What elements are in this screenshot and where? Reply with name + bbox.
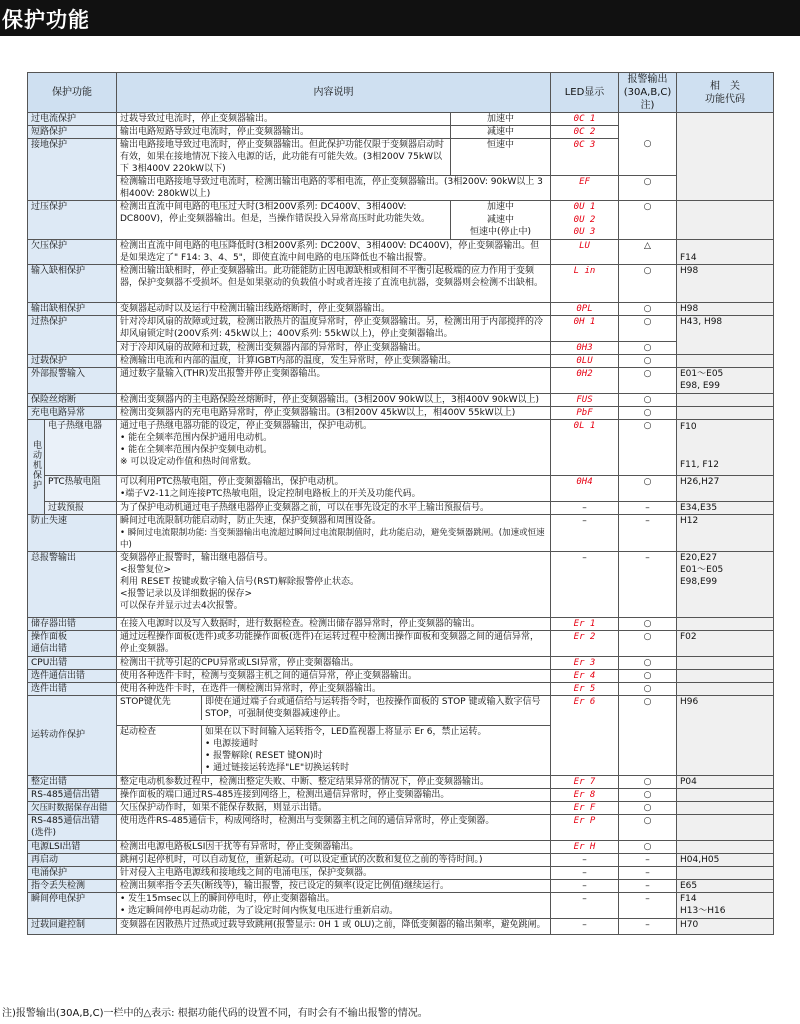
table-row <box>28 801 774 814</box>
alarm-mark: ○ <box>619 682 677 695</box>
row-desc: 整定电动机参数过程中，检测出整定失败、中断、整定结果异常的情况下，停止变频器输出。 <box>117 775 551 788</box>
func-name: 选件通信出错 <box>28 669 117 682</box>
row-desc: 通过数字量输入(THR)发出报警并停止变频器输出。 <box>117 367 551 393</box>
led-code: FUS <box>551 393 619 406</box>
led-code: – <box>551 514 619 551</box>
alarm-mark: ○ <box>619 801 677 814</box>
row-condition: 加速中 减速中 恒速中(停止中) <box>451 201 551 240</box>
protection-table <box>27 72 774 935</box>
row-condition: 减速中 <box>451 126 551 139</box>
row-desc: 输出电路短路导致过电流时，停止变频器输出。 <box>117 126 451 139</box>
table-row <box>28 501 774 514</box>
alarm-mark: ○ <box>619 840 677 853</box>
func-code <box>677 617 774 630</box>
led-code: 0C 2 <box>551 126 619 139</box>
led-code: 0H 1 <box>551 315 619 341</box>
func-code: H98 <box>677 264 774 302</box>
func-code <box>677 814 774 840</box>
func-name: 运转动作保护 <box>28 695 117 775</box>
row-desc: 操作面板的端口通过RS-485连接到网络上，检测出通信异常时，停止变频器输出。 <box>117 788 551 801</box>
led-code: PbF <box>551 406 619 419</box>
func-code <box>677 201 774 240</box>
row-desc: 使用各种选件卡时，检测与变频器主机之间的通信异常，停止变频器输出。 <box>117 669 551 682</box>
row-desc: 变频器起动时以及运行中检测出输出线路熔断时，停止变频器输出。 <box>117 302 551 315</box>
func-code: F10 F11, F12 <box>677 419 774 475</box>
func-code <box>677 840 774 853</box>
row-desc: • 发生15msec以上的瞬间停电时，停止变频器输出。 • 选定瞬间停电再起动功能，为了设定时间内恢复电压进行重新启动。 <box>117 892 551 918</box>
func-name: 短路保护 <box>28 126 117 139</box>
func-code <box>677 669 774 682</box>
led-code: L in <box>551 264 619 302</box>
alarm-mark: ○ <box>619 302 677 315</box>
table-row <box>28 918 774 934</box>
row-desc: 输出电路接地导致过电流时，停止变频器输出。但此保护功能仅限于变频器启动时有效，如果在接地情况下接入电源的话，此功能有可能失效。(3相200V 75kW以下 3相400V 220kW以下) <box>117 139 451 176</box>
alarm-mark: ○ <box>619 113 677 176</box>
func-code: H70 <box>677 918 774 934</box>
table-row <box>28 113 774 126</box>
func-code: E34,E35 <box>677 501 774 514</box>
table-row <box>28 406 774 419</box>
table-row <box>28 341 774 354</box>
func-name: 电涌保护 <box>28 866 117 879</box>
page-title: 保护功能 <box>2 8 90 32</box>
func-name: 接地保护 <box>28 139 117 201</box>
func-code: F14 <box>677 239 774 264</box>
table-row <box>28 514 774 551</box>
table-row <box>28 814 774 840</box>
func-code: E20,E27 E01～E05 E98,E99 <box>677 551 774 617</box>
sub-label: 起动检查 <box>117 726 202 774</box>
led-code: 0PL <box>551 302 619 315</box>
alarm-mark: ○ <box>619 264 677 302</box>
row-desc: 对于冷却风扇的故障和过载，检测出变频器内部的异常时，停止变频器输出。 <box>117 341 551 354</box>
row-desc: 使用选件RS-485通信卡，构成网络时，检测出与变频器主机之间的通信异常时，停止变频器。 <box>117 814 551 840</box>
alarm-mark: ○ <box>619 630 677 656</box>
led-code: 0LU <box>551 354 619 367</box>
alarm-mark: ○ <box>619 419 677 475</box>
table-row <box>28 176 774 201</box>
led-code: Er 1 <box>551 617 619 630</box>
led-code: 0L 1 <box>551 419 619 475</box>
func-name: RS-485通信出错 <box>28 788 117 801</box>
row-desc: 起动检查 如果在以下时间输入运转指令，LED监视器上将显示 Er 6，禁止运转。 • 电源接通时 • 报警解除( RESET 键ON)时 • 通过链接运转选择"LE"切换运转时 <box>117 725 551 775</box>
func-name: 欠压保护 <box>28 239 117 264</box>
row-condition: 加速中 <box>451 113 551 126</box>
alarm-mark: ○ <box>619 315 677 341</box>
row-desc: 检测出干扰等引起的CPU异常或LSI异常，停止变频器输出。 <box>117 656 551 669</box>
alarm-mark: ○ <box>619 475 677 501</box>
led-code: 0C 1 <box>551 113 619 126</box>
table-row <box>28 315 774 341</box>
row-desc: 检测出直流中间电路的电压降低时(3相200V系列: DC200V、3相400V: DC400V)，停止变频器输出。但是如果选定了" F14: 3、4、5"，即使直流中间电路的电压降低也不输出报警。 <box>117 239 551 264</box>
table-row <box>28 853 774 866</box>
header-led: LED显示 <box>551 73 619 113</box>
func-code <box>677 113 774 201</box>
table-row <box>28 201 774 240</box>
alarm-mark: ○ <box>619 695 677 775</box>
alarm-mark: ○ <box>619 775 677 788</box>
func-code <box>677 354 774 367</box>
row-desc: 通过远程操作面板(选件)或多功能操作面板(选件)在运转过程中检测出操作面板和变频器之间的通信异常，停止变频器。 <box>117 630 551 656</box>
led-code: – <box>551 866 619 879</box>
func-code: H26,H27 <box>677 475 774 501</box>
row-desc: 可以利用PTC热敏电阻，停止变频器输出，保护电动机。 •端子V2-11之间连接PTC热敏电阻，设定控制电路板上的开关及功能代码。 <box>117 475 551 501</box>
func-code: H04,H05 <box>677 853 774 866</box>
func-name: 过载回避控制 <box>28 918 117 934</box>
func-code: H12 <box>677 514 774 551</box>
table-row <box>28 551 774 617</box>
table-row <box>28 393 774 406</box>
row-desc: 检测出变频器内的主电路保险丝熔断时，停止变频器输出。(3相200V 90kW以上，3相400V 90kW以上) <box>117 393 551 406</box>
row-desc: 针对侵入主电路电源线和接地线之间的电涌电压，保护变频器。 <box>117 866 551 879</box>
led-code: Er H <box>551 840 619 853</box>
func-name: CPU出错 <box>28 656 117 669</box>
row-desc: 在接入电源时以及写入数据时，进行数据检查。检测出储存器异常时，停止变频器的输出。 <box>117 617 551 630</box>
led-code: 0U 1 0U 2 0U 3 <box>551 201 619 240</box>
table-row <box>28 682 774 695</box>
row-desc: 为了保护电动机通过电子热继电器停止变频器之前，可以在事先设定的水平上输出预报信号。 <box>117 501 551 514</box>
func-name: 整定出错 <box>28 775 117 788</box>
func-code <box>677 393 774 406</box>
func-name: 再启动 <box>28 853 117 866</box>
alarm-mark: ○ <box>619 406 677 419</box>
func-code <box>677 656 774 669</box>
alarm-mark: – <box>619 866 677 879</box>
row-desc: 过载导致过电流时，停止变频器输出。 <box>117 113 451 126</box>
led-code: – <box>551 853 619 866</box>
func-code: E01～E05 E98, E99 <box>677 367 774 393</box>
led-code: 0H2 <box>551 367 619 393</box>
table-row <box>28 419 774 475</box>
alarm-mark: – <box>619 879 677 892</box>
func-name: 选件出错 <box>28 682 117 695</box>
func-name: 操作面板 通信出错 <box>28 630 117 656</box>
led-code: – <box>551 551 619 617</box>
led-code: Er 2 <box>551 630 619 656</box>
row-desc: 通过电子热继电器功能的设定，停止变频器输出，保护电动机。 • 能在全频率范围内保护通用电动机。 • 能在全频率范围内保护变频电动机。 ※ 可以设定动作值和热时间常数。 <box>117 419 551 475</box>
func-code: P04 <box>677 775 774 788</box>
row-desc: 使用各种选件卡时，在选件一侧检测出异常时，停止变频器输出。 <box>117 682 551 695</box>
row-desc: 检测出电源电路板LSI因干扰等有异常时，停止变频器输出。 <box>117 840 551 853</box>
func-code <box>677 801 774 814</box>
func-code <box>677 788 774 801</box>
func-name: 瞬间停电保护 <box>28 892 117 918</box>
row-desc: 检测出频率指令丢失(断线等)，输出报警，按已设定的频率(设定比例值)继续运行。 <box>117 879 551 892</box>
table-row <box>28 656 774 669</box>
func-code: H96 <box>677 695 774 775</box>
alarm-mark: ○ <box>619 669 677 682</box>
row-desc: 针对冷却风扇的故障或过载，检测出散热片的温度异常时，停止变频器输出。另，检测出用于内部搅拌的冷却风扇锁定时(200V系列: 45kW以上；400V系列: 55kW以上)，停止变频器输出。 <box>117 315 551 341</box>
table-row <box>28 695 774 725</box>
func-name: 外部报警输入 <box>28 367 117 393</box>
func-code <box>677 406 774 419</box>
alarm-mark: ○ <box>619 788 677 801</box>
led-code: Er 7 <box>551 775 619 788</box>
func-code: E65 <box>677 879 774 892</box>
alarm-mark: ○ <box>619 393 677 406</box>
led-code: – <box>551 892 619 918</box>
func-name: 防止失速 <box>28 514 117 551</box>
func-name: 电源LSI出错 <box>28 840 117 853</box>
table-row <box>28 669 774 682</box>
row-desc: 检测出直流中间电路的电压过大时(3相200V系列: DC400V、3相400V: DC800V)，停止变频器输出。但是，当操作错误投入异常高压时此功能失效。 <box>117 201 451 240</box>
func-name: PTC热敏电阻 <box>45 475 117 501</box>
led-code: – <box>551 918 619 934</box>
led-code: Er 3 <box>551 656 619 669</box>
alarm-mark: ○ <box>619 814 677 840</box>
row-desc: 变频器停止报警时，输出继电器信号。 <报警复位> 利用 RESET 按键或数字输入信号(RST)解除报警停止状态。 <报警记录以及详细数据的保存> 可以保存并显示过去4次报警。 <box>117 551 551 617</box>
alarm-mark: ○ <box>619 341 677 354</box>
func-name: 输入缺相保护 <box>28 264 117 302</box>
alarm-mark: ○ <box>619 354 677 367</box>
table-row <box>28 775 774 788</box>
led-code: EF <box>551 176 619 201</box>
func-name: 储存器出错 <box>28 617 117 630</box>
alarm-mark: ○ <box>619 617 677 630</box>
alarm-mark: ○ <box>619 367 677 393</box>
func-name: 总报警输出 <box>28 551 117 617</box>
alarm-mark: △ <box>619 239 677 264</box>
motor-group-label: 电动机保护 <box>28 419 45 514</box>
alarm-mark: ○ <box>619 201 677 240</box>
table-row <box>28 630 774 656</box>
table-row <box>28 617 774 630</box>
func-name: 输出缺相保护 <box>28 302 117 315</box>
func-name: 电子热继电器 <box>45 419 117 475</box>
led-code: LU <box>551 239 619 264</box>
title-bar <box>0 0 800 36</box>
row-desc: 变频器在因散热片过热或过载导致跳闸(报警显示: 0H 1 或 0LU)之前，降低变频器的输出频率，避免跳闸。 <box>117 918 551 934</box>
led-code: 0H3 <box>551 341 619 354</box>
func-code: F02 <box>677 630 774 656</box>
func-code <box>677 866 774 879</box>
func-name: 过热保护 <box>28 315 117 354</box>
func-name: 指令丢失检测 <box>28 879 117 892</box>
led-code: Er 8 <box>551 788 619 801</box>
func-code: H43, H98 <box>677 315 774 354</box>
table-row <box>28 866 774 879</box>
row-desc: 跳闸引起停机时，可以自动复位，重新起动。(可以设定重试的次数和复位之前的等待时间。) <box>117 853 551 866</box>
led-code: – <box>551 879 619 892</box>
table-row <box>28 475 774 501</box>
table-header <box>28 73 774 113</box>
header-desc: 内容说明 <box>117 73 551 113</box>
led-code: Er 5 <box>551 682 619 695</box>
table-row <box>28 788 774 801</box>
row-desc <box>117 695 551 725</box>
func-name: 过电流保护 <box>28 113 117 126</box>
alarm-mark: – <box>619 501 677 514</box>
func-name: RS-485通信出错 (选件) <box>28 814 117 840</box>
func-name: 充电电路异常 <box>28 406 117 419</box>
row-desc: 检测出变频器内的充电电路异常时，停止变频器输出。(3相200V 45kW以上，相400V 55kW以上) <box>117 406 551 419</box>
alarm-mark: ○ <box>619 656 677 669</box>
row-desc: 检测输出电路接地导致过电流时，检测出输出电路的零相电流，停止变频器输出。(3相200V: 90kW以上 3相400V: 280kW以上) <box>117 176 551 201</box>
table-row <box>28 879 774 892</box>
func-name: 过压保护 <box>28 201 117 240</box>
led-code: Er 6 <box>551 695 619 775</box>
table-row <box>28 354 774 367</box>
alarm-mark: – <box>619 551 677 617</box>
func-code <box>677 682 774 695</box>
led-code: Er 4 <box>551 669 619 682</box>
row-desc: 检测输出电流和内部的温度，计算IGBT内部的温度，发生异常时，停止变频器输出。 <box>117 354 551 367</box>
row-condition: 恒速中 <box>451 139 551 176</box>
led-code: Er P <box>551 814 619 840</box>
led-code: – <box>551 501 619 514</box>
led-code: 0C 3 <box>551 139 619 176</box>
header-code: 相 关 功能代码 <box>677 73 774 113</box>
led-code: 0H4 <box>551 475 619 501</box>
alarm-mark: – <box>619 918 677 934</box>
header-func: 保护功能 <box>28 73 117 113</box>
row-desc: 瞬间过电流限制功能启动时，防止失速，保护变频器和周围设备。 • 瞬间过电流限制功能: 当变频器输出电流超过瞬间过电流限制值时，此功能启动，避免变频器跳闸。(加速或恒速中) <box>117 514 551 551</box>
func-code: F14 H13～H16 <box>677 892 774 918</box>
table-row <box>28 302 774 315</box>
alarm-mark: ○ <box>619 176 677 201</box>
row-desc: 检测出输出缺相时，停止变频器输出。此功能能防止因电源缺相或相间不平衡引起极端的应力作用于变频器，保护变频器不受损坏。但是如果驱动的负载值小时或者连接了直流电抗器，变频器则会检测不出缺相。 <box>117 264 551 302</box>
sub-desc: 即使在通过端子台或通信给与运转指令时，也按操作面板的 STOP 键或输入数字信号 STOP，可强制使变频器减速停止。 <box>205 696 541 719</box>
func-name: 欠压时数据保存出错 <box>28 801 117 814</box>
func-code: H98 <box>677 302 774 315</box>
table-row <box>28 367 774 393</box>
func-name: 过载预报 <box>45 501 117 514</box>
alarm-mark: – <box>619 892 677 918</box>
led-code: Er F <box>551 801 619 814</box>
table-row <box>28 892 774 918</box>
func-name: 过载保护 <box>28 354 117 367</box>
func-name: 保险丝熔断 <box>28 393 117 406</box>
sub-label: STOP键优先 <box>117 696 202 720</box>
header-alarm: 报警输出 (30A,B,C)注) <box>619 73 677 113</box>
row-desc: 欠压保护动作时，如果不能保存数据，则显示出错。 <box>117 801 551 814</box>
footnote: 注)报警输出(30A,B,C)一栏中的△表示: 根据功能代码的设置不同，有时会有不输出报警的情况。 <box>2 1008 428 1019</box>
alarm-mark: – <box>619 853 677 866</box>
table-row <box>28 239 774 264</box>
table-row <box>28 264 774 302</box>
alarm-mark: – <box>619 514 677 551</box>
table-row <box>28 840 774 853</box>
